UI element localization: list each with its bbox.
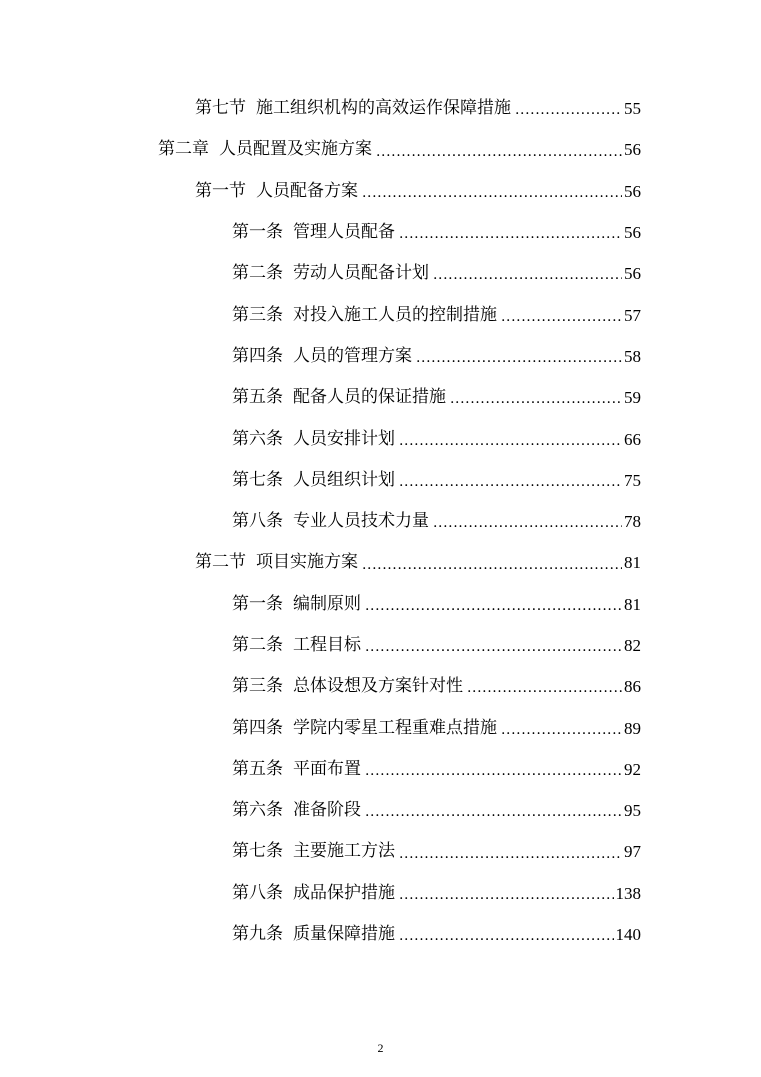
toc-entry[interactable] [0, 336, 761, 377]
toc-entry-label: 第七条 [232, 469, 283, 490]
toc-entry[interactable] [0, 625, 761, 666]
toc-entry-page: 82 [624, 636, 641, 655]
toc-entry-label: 第一条 [232, 222, 283, 243]
toc-dot-leader [362, 184, 622, 212]
toc-entry-title: 平面布置 [293, 758, 361, 779]
toc-dot-leader [376, 143, 622, 171]
toc-entry-page: 56 [624, 140, 641, 160]
toc-entry-page: 56 [624, 223, 641, 243]
toc-entry-label: 第四条 [232, 345, 283, 366]
toc-entry-page: 92 [624, 759, 641, 779]
toc-entry-label: 第七条 [232, 841, 283, 862]
toc-entry[interactable] [0, 418, 761, 459]
toc-entry-label: 第一条 [232, 593, 283, 614]
toc-entry-title: 劳动人员配备计划 [293, 263, 429, 284]
toc-entry[interactable] [0, 294, 761, 335]
toc-entry[interactable] [0, 873, 761, 914]
toc-entry[interactable] [0, 88, 761, 129]
toc-entry-label: 第二章 [158, 139, 209, 160]
toc-entry[interactable] [0, 914, 761, 955]
toc-entry[interactable] [0, 212, 761, 253]
toc-entry-title: 学院内零星工程重难点措施 [293, 717, 497, 738]
toc-dot-leader [365, 762, 622, 790]
toc-entry[interactable] [0, 460, 761, 501]
toc-entry-label: 第三条 [232, 676, 283, 697]
toc-entry-title: 质量保障措施 [293, 924, 395, 945]
toc-entry-title: 对投入施工人员的控制措施 [293, 304, 497, 325]
toc-entry-title: 人员组织计划 [293, 469, 395, 490]
toc-dot-leader [433, 514, 622, 542]
toc-entry-label: 第一节 [195, 180, 246, 201]
toc-entry[interactable] [0, 129, 761, 170]
toc-entry-page: 95 [624, 801, 641, 821]
toc-entry-title: 管理人员配备 [293, 222, 395, 243]
toc-entry-label: 第三条 [232, 304, 283, 325]
toc-entry-page: 55 [624, 99, 641, 119]
toc-entry-page: 59 [624, 388, 641, 408]
toc-dot-leader [399, 432, 622, 460]
toc-entry[interactable] [0, 749, 761, 790]
toc-entry-label: 第九条 [232, 924, 283, 945]
toc-entry-label: 第二条 [232, 263, 283, 284]
toc-entry-label: 第六条 [232, 800, 283, 821]
table-of-contents [0, 88, 761, 955]
toc-entry-label: 第四条 [232, 717, 283, 738]
toc-entry-title: 配备人员的保证措施 [293, 387, 446, 408]
toc-dot-leader [362, 556, 622, 584]
toc-entry-page: 78 [624, 512, 641, 532]
toc-entry-title: 项目实施方案 [256, 552, 358, 573]
toc-dot-leader [365, 638, 622, 666]
toc-entry-page: 81 [624, 594, 641, 614]
toc-dot-leader [399, 473, 622, 501]
toc-entry-page: 81 [624, 553, 641, 573]
toc-dot-leader [365, 803, 622, 831]
toc-entry-page: 89 [624, 718, 641, 738]
toc-entry-page: 56 [624, 181, 641, 201]
toc-entry-label: 第五条 [232, 387, 283, 408]
toc-entry[interactable] [0, 171, 761, 212]
toc-entry[interactable] [0, 542, 761, 583]
toc-entry-title: 施工组织机构的高效运作保障措施 [256, 98, 511, 119]
toc-dot-leader [416, 349, 622, 377]
toc-entry-label: 第二条 [232, 635, 283, 655]
toc-entry-label: 第五条 [232, 758, 283, 779]
toc-dot-leader [399, 225, 622, 253]
toc-entry-title: 人员的管理方案 [293, 345, 412, 366]
toc-entry-label: 第八条 [232, 882, 283, 903]
toc-entry-label: 第八条 [232, 511, 283, 532]
toc-entry[interactable] [0, 501, 761, 542]
toc-entry[interactable] [0, 584, 761, 625]
toc-dot-leader [515, 101, 622, 129]
page-number: 2 [377, 1041, 384, 1055]
toc-dot-leader [433, 266, 622, 294]
toc-dot-leader [399, 886, 614, 914]
toc-entry-label: 第六条 [232, 428, 283, 449]
toc-dot-leader [467, 679, 622, 707]
toc-entry-page: 138 [615, 883, 641, 903]
toc-entry-title: 工程目标 [293, 635, 361, 655]
toc-dot-leader [450, 390, 622, 418]
toc-entry[interactable] [0, 790, 761, 831]
toc-entry-page: 140 [615, 925, 641, 945]
toc-entry-title: 编制原则 [293, 593, 361, 614]
toc-entry-page: 66 [624, 429, 641, 449]
toc-entry-title: 总体设想及方案针对性 [293, 676, 463, 697]
toc-dot-leader [501, 721, 622, 749]
toc-entry-title: 主要施工方法 [293, 841, 395, 862]
toc-entry-title: 准备阶段 [293, 800, 361, 821]
toc-dot-leader [365, 597, 622, 625]
toc-entry-page: 86 [624, 677, 641, 697]
toc-entry-title: 专业人员技术力量 [293, 511, 429, 532]
toc-entry-page: 75 [624, 470, 641, 490]
toc-dot-leader [399, 927, 614, 955]
toc-entry-title: 人员安排计划 [293, 428, 395, 449]
toc-dot-leader [399, 845, 622, 873]
toc-entry-page: 97 [624, 842, 641, 862]
toc-entry-label: 第二节 [195, 552, 246, 573]
toc-entry-label: 第七节 [195, 98, 246, 119]
toc-entry-page: 57 [624, 305, 641, 325]
toc-entry-title: 人员配置及实施方案 [219, 139, 372, 160]
toc-entry[interactable] [0, 831, 761, 872]
toc-entry-title: 成品保护措施 [293, 882, 395, 903]
toc-entry[interactable] [0, 707, 761, 748]
toc-entry-page: 58 [624, 346, 641, 366]
toc-entry-title: 人员配备方案 [256, 180, 358, 201]
toc-entry-page: 56 [624, 264, 641, 284]
toc-entry[interactable] [0, 253, 761, 294]
toc-entry[interactable] [0, 666, 761, 707]
toc-dot-leader [501, 308, 622, 336]
toc-entry[interactable] [0, 377, 761, 418]
